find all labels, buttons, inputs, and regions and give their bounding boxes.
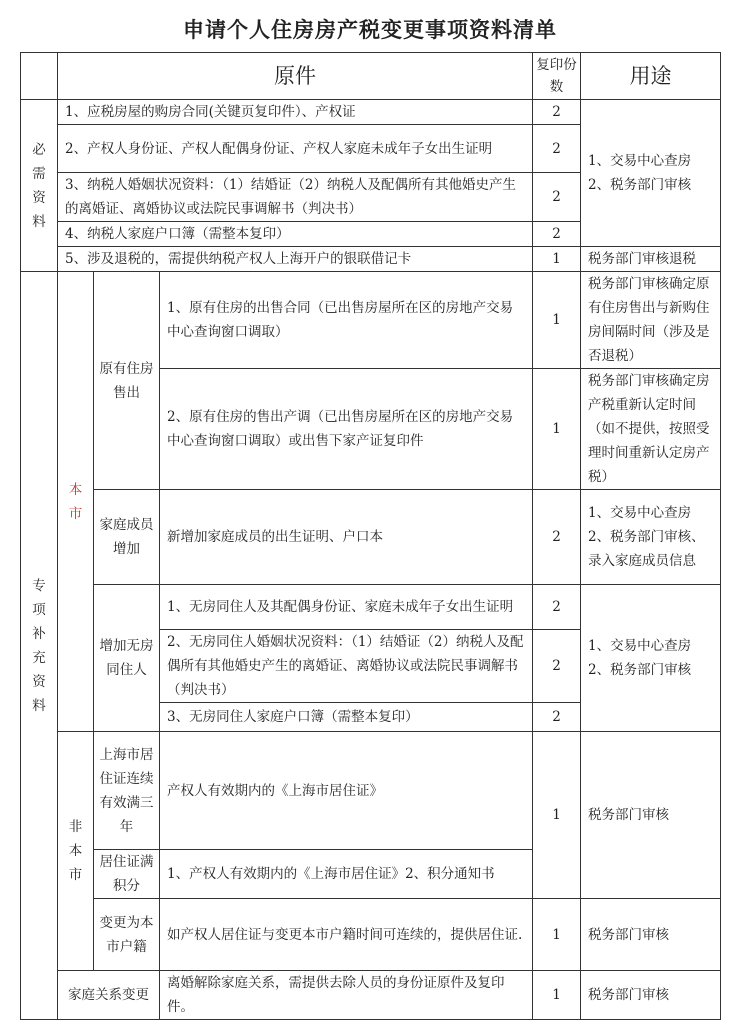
usage: 税务部门审核 xyxy=(581,732,721,899)
required-label: 必需资料 xyxy=(21,100,58,272)
document-title: 申请个人住房房产税变更事项资料清单 xyxy=(183,17,557,42)
hukou-label: 变更为本市户籍 xyxy=(94,899,160,971)
copies: 2 xyxy=(533,222,581,247)
copies: 2 xyxy=(533,125,581,173)
table-row xyxy=(21,100,721,125)
copies: 1 xyxy=(533,369,581,490)
no-house-item: 3、无房同住人家庭户口簿（需整本复印） xyxy=(160,703,533,732)
required-item: 5、涉及退税的，需提供纳税产权人上海开户的银联借记卡 xyxy=(58,247,533,272)
usage: 1、交易中心查房 2、税务部门审核 xyxy=(581,585,721,732)
usage: 税务部门审核 xyxy=(581,971,721,1020)
copies: 1 xyxy=(533,971,581,1020)
header-blank xyxy=(21,53,58,100)
usage: 1、交易中心查房 2、税务部门审核 xyxy=(581,100,721,247)
required-item: 4、纳税人家庭户口簿（需整本复印） xyxy=(58,222,533,247)
usage: 税务部门审核退税 xyxy=(581,247,721,272)
table-row xyxy=(21,272,721,369)
usage: 1、交易中心查房 2、税务部门审核、录入家庭成员信息 xyxy=(581,490,721,585)
usage: 税务部门审核确定原有住房售出与新购住房间隔时间（涉及是否退税） xyxy=(581,272,721,369)
table-row xyxy=(21,585,721,630)
usage: 税务部门审核确定房产税重新认定时间（如不提供，按照受理时间重新认定房产税） xyxy=(581,369,721,490)
family-label: 家庭成员增加 xyxy=(94,490,160,585)
header-usage: 用途 xyxy=(581,53,721,100)
nonlocal-label: 非本市 xyxy=(58,732,94,971)
copies: 2 xyxy=(533,100,581,125)
relation-item: 离婚解除家庭关系，需提供去除人员的身份证原件及复印件。 xyxy=(160,971,533,1020)
points-item: 1、产权人有效期内的《上海市居住证》2、积分通知书 xyxy=(160,850,533,899)
table-row xyxy=(21,732,721,850)
residence3-label: 上海市居住证连续有效满三年 xyxy=(94,732,160,850)
copies: 2 xyxy=(533,490,581,585)
no-house-label: 增加无房同住人 xyxy=(94,585,160,732)
sale-label: 原有住房售出 xyxy=(94,272,160,490)
copies: 2 xyxy=(533,173,581,222)
copies: 1 xyxy=(533,272,581,369)
copies: 2 xyxy=(533,585,581,630)
table-row xyxy=(21,971,721,1020)
materials-table xyxy=(20,52,721,1020)
required-item: 3、纳税人婚姻状况资料：（1）结婚证（2）纳税人及配偶所有其他婚史产生的离婚证、离婚协议或法院民事调解书（判决书） xyxy=(58,173,533,222)
residence3-item: 产权人有效期内的《上海市居住证》 xyxy=(160,732,533,850)
copies: 1 xyxy=(533,732,581,899)
relation-label: 家庭关系变更 xyxy=(58,971,160,1020)
special-label: 专项补充资料 xyxy=(21,272,58,1020)
table-header-row xyxy=(21,53,721,100)
copies: 1 xyxy=(533,247,581,272)
sale-item: 2、原有住房的售出产调（已出售房屋所在区的房地产交易中心查询窗口调取）或出售下家产证复印件 xyxy=(160,369,533,490)
usage: 税务部门审核 xyxy=(581,899,721,971)
hukou-item: 如产权人居住证与变更本市户籍时间可连续的，提供居住证. xyxy=(160,899,533,971)
required-item: 2、产权人身份证、产权人配偶身份证、产权人家庭未成年子女出生证明 xyxy=(58,125,533,173)
local-label: 本市 xyxy=(58,272,94,732)
copies: 1 xyxy=(533,899,581,971)
copies: 2 xyxy=(533,703,581,732)
required-item: 1、应税房屋的购房合同(关键页复印件）、产权证 xyxy=(58,100,533,125)
no-house-item: 2、无房同住人婚姻状况资料：（1）结婚证（2）纳税人及配偶所有其他婚史产生的离婚证、离婚协议或法院民事调解书（判决书） xyxy=(160,630,533,703)
header-copies: 复印份数 xyxy=(533,53,581,100)
table-row xyxy=(21,490,721,585)
copies: 2 xyxy=(533,630,581,703)
table-row xyxy=(21,899,721,971)
table-row xyxy=(21,247,721,272)
points-label: 居住证满积分 xyxy=(94,850,160,899)
sale-item: 1、原有住房的出售合同（已出售房屋所在区的房地产交易中心查询窗口调取） xyxy=(160,272,533,369)
family-item: 新增加家庭成员的出生证明、户口本 xyxy=(160,490,533,585)
header-original: 原件 xyxy=(58,53,533,100)
no-house-item: 1、无房同住人及其配偶身份证、家庭未成年子女出生证明 xyxy=(160,585,533,630)
